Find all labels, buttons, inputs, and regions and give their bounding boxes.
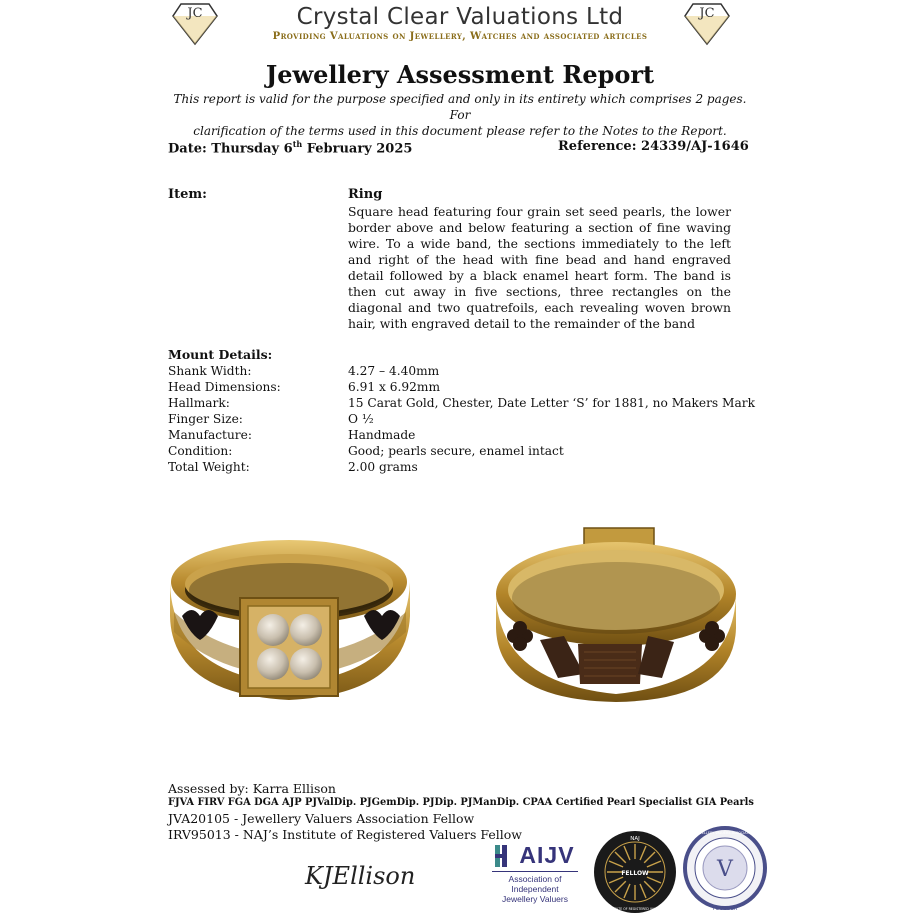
report-note-line: This report is valid for the purpose specified and only in its entirety which comprises 2 pages. For bbox=[173, 92, 747, 122]
jva-badge-ring: JEWELLERY VALUERS ASSOCIATION bbox=[695, 831, 755, 835]
mount-label: Shank Width: bbox=[168, 364, 252, 378]
aijv-sub-line: Jewellery Valuers bbox=[502, 894, 568, 904]
signature: KJEllison bbox=[305, 862, 416, 890]
mount-value: Good; pearls secure, enamel intact bbox=[348, 444, 564, 458]
aijv-sub-line: Association of bbox=[508, 874, 562, 884]
item-name: Ring bbox=[348, 187, 383, 202]
ring-side-photo bbox=[492, 524, 740, 704]
item-description: Square head featuring four grain set seed pearls, the lower border above and below featuring a section of fine waving wire. To a wide band, the sections immediately to the left and right of the head with fine bead and hand engraved detail followed by a black enamel heart form. The band is then cut away in five sections, three rectangles on the diagonal and two quatrefoils, each revealing woven brown hair, with engraved detail to the remainder of the band bbox=[348, 204, 731, 331]
mount-label: Manufacture: bbox=[168, 428, 252, 442]
mount-value: 4.27 – 4.40mm bbox=[348, 364, 440, 378]
date-ordinal: th bbox=[292, 139, 303, 149]
naj-badge-top: NAJ bbox=[630, 836, 640, 842]
company-name: Crystal Clear Valuations Ltd bbox=[296, 4, 624, 30]
naj-badge-center: FELLOW bbox=[621, 870, 649, 877]
jva-badge-letter: V bbox=[717, 857, 733, 882]
aijv-name: AIJV bbox=[519, 842, 575, 868]
company-tagline: Providing Valuations on Jewellery, Watches and associated articles bbox=[272, 31, 648, 42]
logo-text: JC bbox=[187, 6, 203, 21]
date-prefix: Date: Thursday 6 bbox=[168, 141, 293, 157]
mount-label: Finger Size: bbox=[168, 412, 243, 426]
assessed-by: Assessed by: Karra Ellison bbox=[168, 781, 336, 796]
mount-value: 6.91 x 6.92mm bbox=[348, 380, 441, 394]
mount-label: Condition: bbox=[168, 444, 233, 458]
naj-fellow-badge-icon bbox=[593, 830, 677, 914]
mount-value: 2.00 grams bbox=[348, 460, 418, 474]
mount-label: Hallmark: bbox=[168, 396, 230, 410]
mount-value: 15 Carat Gold, Chester, Date Letter ‘S’ for 1881, no Makers Mark bbox=[348, 396, 755, 410]
irv-membership: IRV95013 - NAJ’s Institute of Registered Valuers Fellow bbox=[168, 827, 522, 842]
report-title: Jewellery Assessment Report bbox=[265, 60, 655, 89]
mount-value: O ½ bbox=[348, 412, 374, 426]
mount-details-title: Mount Details: bbox=[168, 347, 273, 362]
report-note-line: clarification of the terms used in this document please refer to the Notes to the Report. bbox=[193, 124, 727, 138]
aijv-subtitle bbox=[488, 874, 582, 904]
aijv-logo bbox=[488, 842, 582, 904]
jva-badge-bottom: FOUNDER bbox=[712, 906, 738, 912]
mount-value: Handmade bbox=[348, 428, 416, 442]
mount-label: Head Dimensions: bbox=[168, 380, 281, 394]
date-suffix: February 2025 bbox=[302, 141, 413, 157]
jva-founder-badge-icon bbox=[683, 826, 767, 914]
naj-badge-ring: INSTITUTE OF REGISTERED VALUERS bbox=[605, 907, 665, 911]
aijv-mark-icon bbox=[495, 845, 515, 867]
jva-membership: JVA20105 - Jewellery Valuers Association Fellow bbox=[168, 811, 475, 826]
report-note bbox=[168, 91, 752, 139]
item-label: Item: bbox=[168, 187, 207, 202]
qualifications: FJVA FIRV FGA DGA AJP PJValDip. PJGemDip. PJDip. PJManDip. CPAA Certified Pearl Specialist GIA Pearls bbox=[168, 797, 754, 808]
mount-label: Total Weight: bbox=[168, 460, 250, 474]
aijv-sub-line: Independent bbox=[511, 884, 559, 894]
report-reference: Reference: 24339/AJ-1646 bbox=[558, 139, 749, 154]
ring-front-photo bbox=[160, 524, 422, 704]
report-date bbox=[168, 139, 412, 156]
logo-text: JC bbox=[699, 6, 715, 21]
